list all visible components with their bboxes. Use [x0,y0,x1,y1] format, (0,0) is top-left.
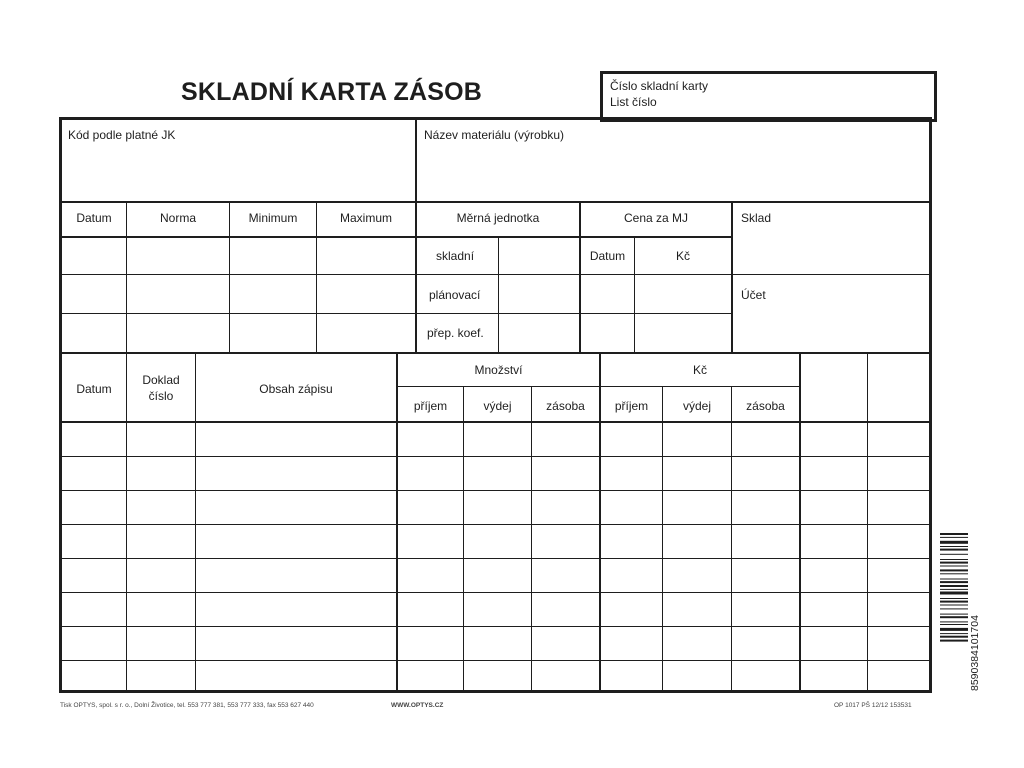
divider [126,203,127,353]
price-label: Cena za MJ [623,211,689,225]
card-number-label: Číslo skladní karty [610,79,709,93]
divider [229,203,230,353]
divider [867,354,868,690]
limits-header-norma: Norma [159,211,196,225]
money-header-prijem: příjem [614,399,649,413]
printer-info: Tisk OPTYS, spol. s r. o., Dolní Životice, tel. 553 777 381, 553 777 333, fax 553 627 440 [60,702,314,709]
money-header-vydej: výdej [682,399,711,413]
divider [195,354,196,690]
form-title: SKLADNÍ KARTA ZÁSOB [181,78,483,106]
quantity-header-prijem: příjem [413,399,448,413]
unit-row-label: plánovací [429,288,481,302]
ledger-header-datum: Datum [76,382,112,396]
card-number-box [600,71,937,122]
form-code: OP 1017 PŠ 12/12 153531 [834,702,912,709]
code-label: Kód podle platné JK [68,128,176,142]
divider [415,203,417,353]
price-subheader-datum: Datum [589,249,626,263]
quantity-header-zasoba: zásoba [546,399,585,413]
limits-header-datum: Datum [76,211,112,225]
divider [799,354,801,690]
divider [62,274,930,275]
material-label: Název materiálu (výrobku) [424,128,565,142]
money-group-header: Kč [692,363,707,377]
divider [463,387,464,690]
divider [316,203,317,353]
ledger-header-doklad: Doklad [142,373,180,387]
divider [415,120,417,202]
divider [62,236,732,238]
divider [579,203,581,353]
divider [662,387,663,690]
money-header-zasoba: zásoba [746,399,785,413]
limits-header-minimum: Minimum [248,211,298,225]
quantity-group-header: Množství [474,363,523,377]
divider [126,354,127,690]
divider [731,387,732,690]
sheet-number-label: List číslo [610,95,657,109]
warehouse-label: Sklad [741,211,772,225]
divider [62,201,930,203]
barcode [940,533,982,695]
divider [531,387,532,690]
divider [62,313,732,314]
barcode-digits: 8590384101704 [969,615,981,691]
price-subheader-kc: Kč [675,249,690,263]
ledger-header-obsah: Obsah zápisu [259,382,333,396]
unit-row-label: přep. koef. [427,326,484,340]
unit-row-label: skladní [436,249,475,263]
quantity-header-vydej: výdej [483,399,512,413]
website-link[interactable]: WWW.OPTYS.CZ [391,702,444,709]
ledger-header-cislo: číslo [148,389,174,403]
code-field[interactable] [64,146,412,198]
account-label: Účet [741,288,766,302]
material-field[interactable] [420,146,928,198]
divider [498,237,499,353]
limits-header-maximum: Maximum [339,211,392,225]
unit-label: Měrná jednotka [456,211,540,225]
divider [731,203,733,353]
